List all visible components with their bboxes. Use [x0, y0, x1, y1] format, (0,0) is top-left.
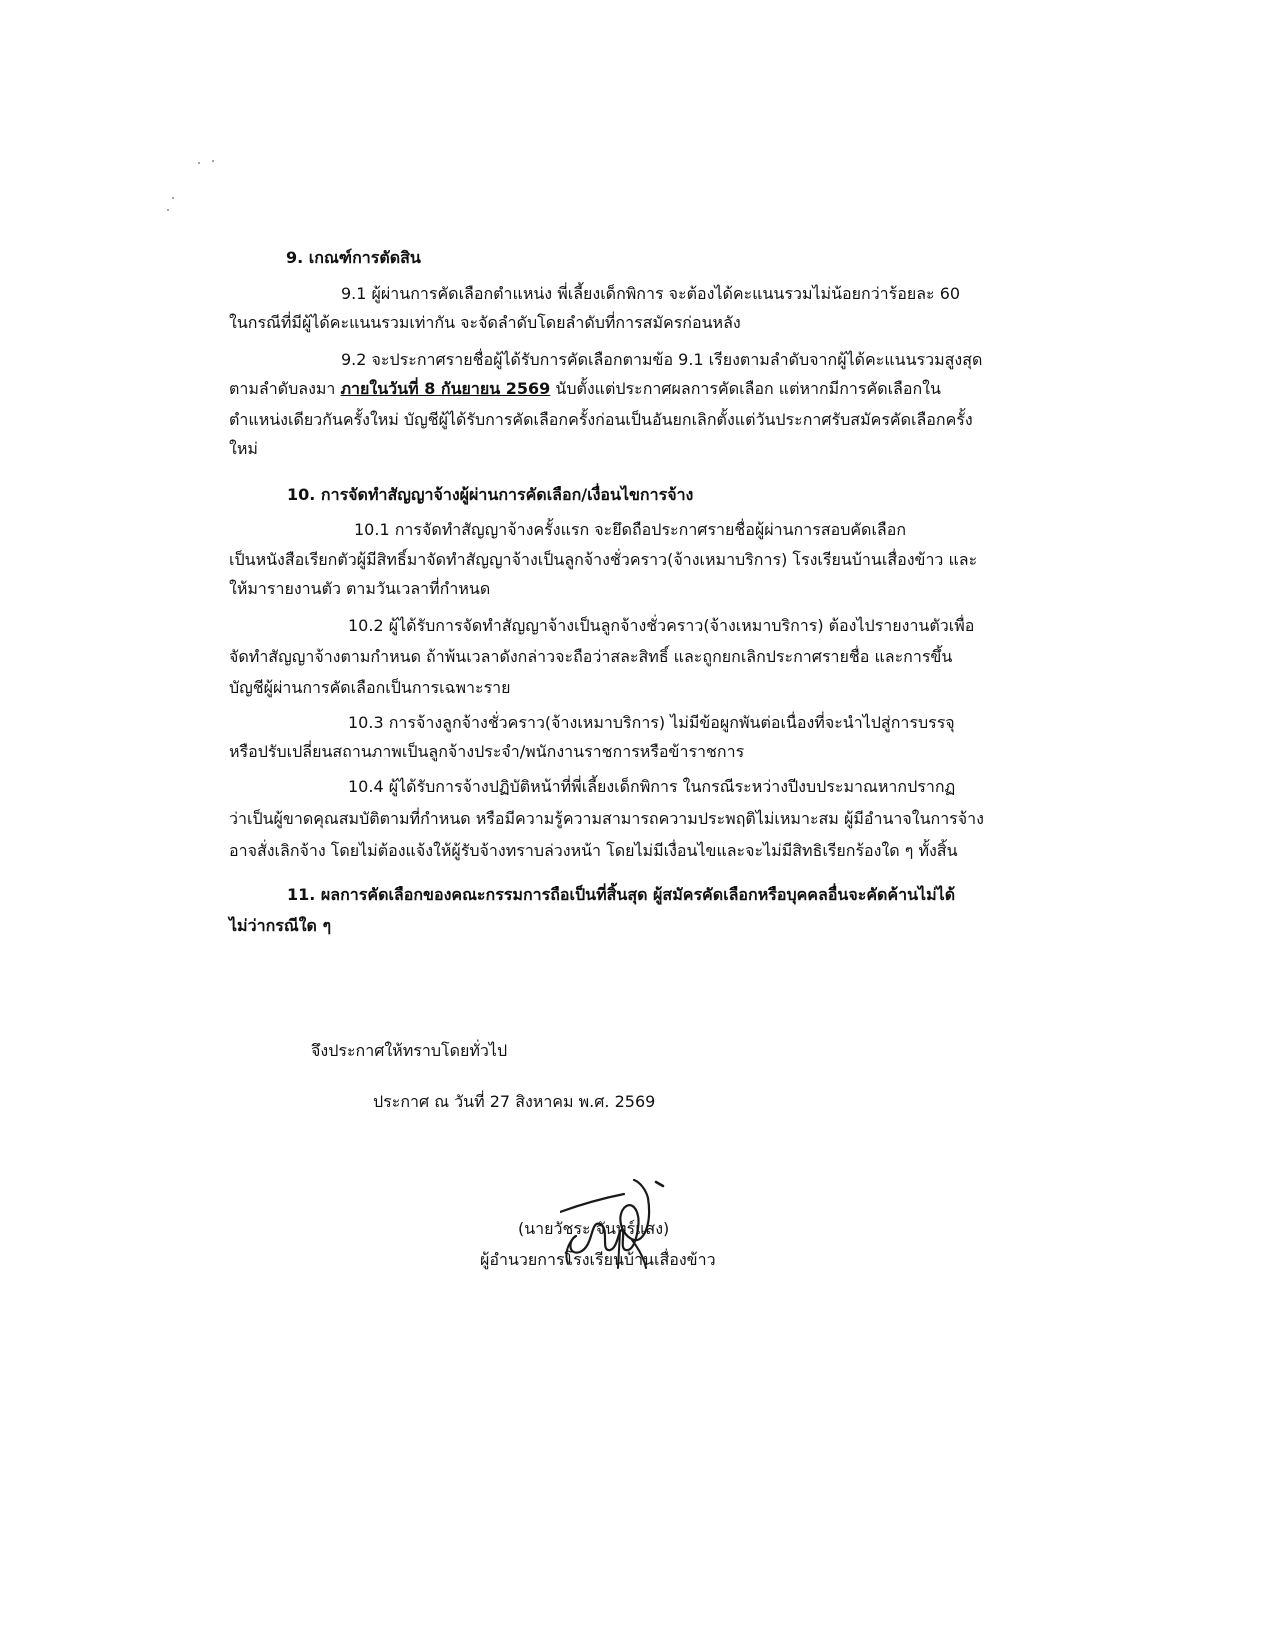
section-9-2-line-4: ใหม่: [229, 439, 258, 458]
section-9-1-line-2: ในกรณีที่มีผู้ได้คะแนนรวมเท่ากัน จะจัดลำดับโดยลำดับที่การสมัครก่อนหลัง: [229, 313, 741, 332]
section-11-line-2: ไม่ว่ากรณีใด ๆ: [229, 916, 332, 935]
section-9-2-line-2: [229, 378, 941, 400]
section-10-4-line-3: อาจสั่งเลิกจ้าง โดยไม่ต้องแจ้งให้ผู้รับจ้างทราบล่วงหน้า โดยไม่มีเงื่อนไขและจะไม่มีสิทธิเรียกร้องใด ๆ ทั้งสิ้น: [229, 841, 958, 860]
section-10-1-line-1: 10.1 การจัดทำสัญญาจ้างครั้งแรก จะยึดถือประกาศรายชื่อผู้ผ่านการสอบคัดเลือก: [354, 520, 907, 539]
section-10-2-line-2: จัดทำสัญญาจ้างตามกำหนด ถ้าพ้นเวลาดังกล่าวจะถือว่าสละสิทธิ์ และถูกยกเลิกประกาศรายชื่อ และการขึ้น: [229, 647, 953, 666]
deadline-date: ภายในวันที่ 8 กันยายน 2569: [340, 379, 551, 398]
section-10-1-line-2: เป็นหนังสือเรียกตัวผู้มีสิทธิ์มาจัดทำสัญญาจ้างเป็นลูกจ้างชั่วคราว(จ้างเหมาบริการ) โรงเรียนบ้านเสื่องข้าว และ: [229, 550, 978, 569]
text-run: ตามลำดับลงมา: [229, 379, 341, 398]
announcement-date: ประกาศ ณ วันที่ 27 สิงหาคม พ.ศ. 2569: [373, 1092, 656, 1111]
section-11-line-1: 11. ผลการคัดเลือกของคณะกรรมการถือเป็นที่สิ้นสุด ผู้สมัครคัดเลือกหรือบุคคลอื่นจะคัดค้านไม่ได้: [287, 885, 956, 904]
section-9-2-line-1: 9.2 จะประกาศรายชื่อผู้ได้รับการคัดเลือกตามข้อ 9.1 เรียงตามลำดับจากผู้ได้คะแนนรวมสูงสุด: [341, 350, 983, 369]
section-10-3-line-2: หรือปรับเปลี่ยนสถานภาพเป็นลูกจ้างประจำ/พนักงานราชการหรือข้าราชการ: [229, 742, 745, 761]
section-10-3-line-1: 10.3 การจ้างลูกจ้างชั่วคราว(จ้างเหมาบริการ) ไม่มีข้อผูกพันต่อเนื่องที่จะนำไปสู่การบรรจุ: [348, 713, 955, 732]
scan-speck: [212, 160, 214, 162]
section-10-4-line-2: ว่าเป็นผู้ขาดคุณสมบัติตามที่กำหนด หรือมีความรู้ความสามารถความประพฤติไม่เหมาะสม ผู้มีอำนาจในการจ้าง: [229, 809, 984, 828]
section-10-heading: 10. การจัดทำสัญญาจ้างผู้ผ่านการคัดเลือก/เงื่อนไขการจ้าง: [287, 485, 694, 504]
scan-speck: [172, 197, 174, 199]
scan-speck: [198, 162, 200, 164]
section-10-2-line-1: 10.2 ผู้ได้รับการจัดทำสัญญาจ้างเป็นลูกจ้างชั่วคราว(จ้างเหมาบริการ) ต้องไปรายงานตัวเพื่อ: [348, 616, 975, 635]
section-10-4-line-1: 10.4 ผู้ได้รับการจ้างปฏิบัติหน้าที่พี่เลี้ยงเด็กพิการ ในกรณีระหว่างปีงบประมาณหากปรากฏ: [348, 777, 956, 796]
signatory-name: (นายวัชระ จันทร์แสง): [518, 1219, 670, 1238]
section-9-1-line-1: 9.1 ผู้ผ่านการคัดเลือกตำแหน่ง พี่เลี้ยงเด็กพิการ จะต้องได้คะแนนรวมไม่น้อยกว่าร้อยละ 60: [341, 284, 961, 303]
section-9-heading: 9. เกณฑ์การตัดสิน: [286, 248, 421, 267]
section-10-1-line-3: ให้มารายงานตัว ตามวันเวลาที่กำหนด: [229, 579, 491, 598]
section-10-2-line-3: บัญชีผู้ผ่านการคัดเลือกเป็นการเฉพาะราย: [229, 678, 511, 697]
announcement-text: จึงประกาศให้ทราบโดยทั่วไป: [311, 1041, 508, 1060]
signatory-position: ผู้อำนวยการโรงเรียนบ้านเสื่องข้าว: [480, 1250, 716, 1269]
section-9-2-line-3: ตำแหน่งเดียวกันครั้งใหม่ บัญชีผู้ได้รับการคัดเลือกครั้งก่อนเป็นอันยกเลิกตั้งแต่วันประกาศรับสมัครคัดเลือกครั้ง: [229, 410, 973, 429]
scan-speck: [167, 209, 169, 211]
text-run: นับตั้งแต่ประกาศผลการคัดเลือก แต่หากมีการคัดเลือกใน: [550, 379, 941, 398]
